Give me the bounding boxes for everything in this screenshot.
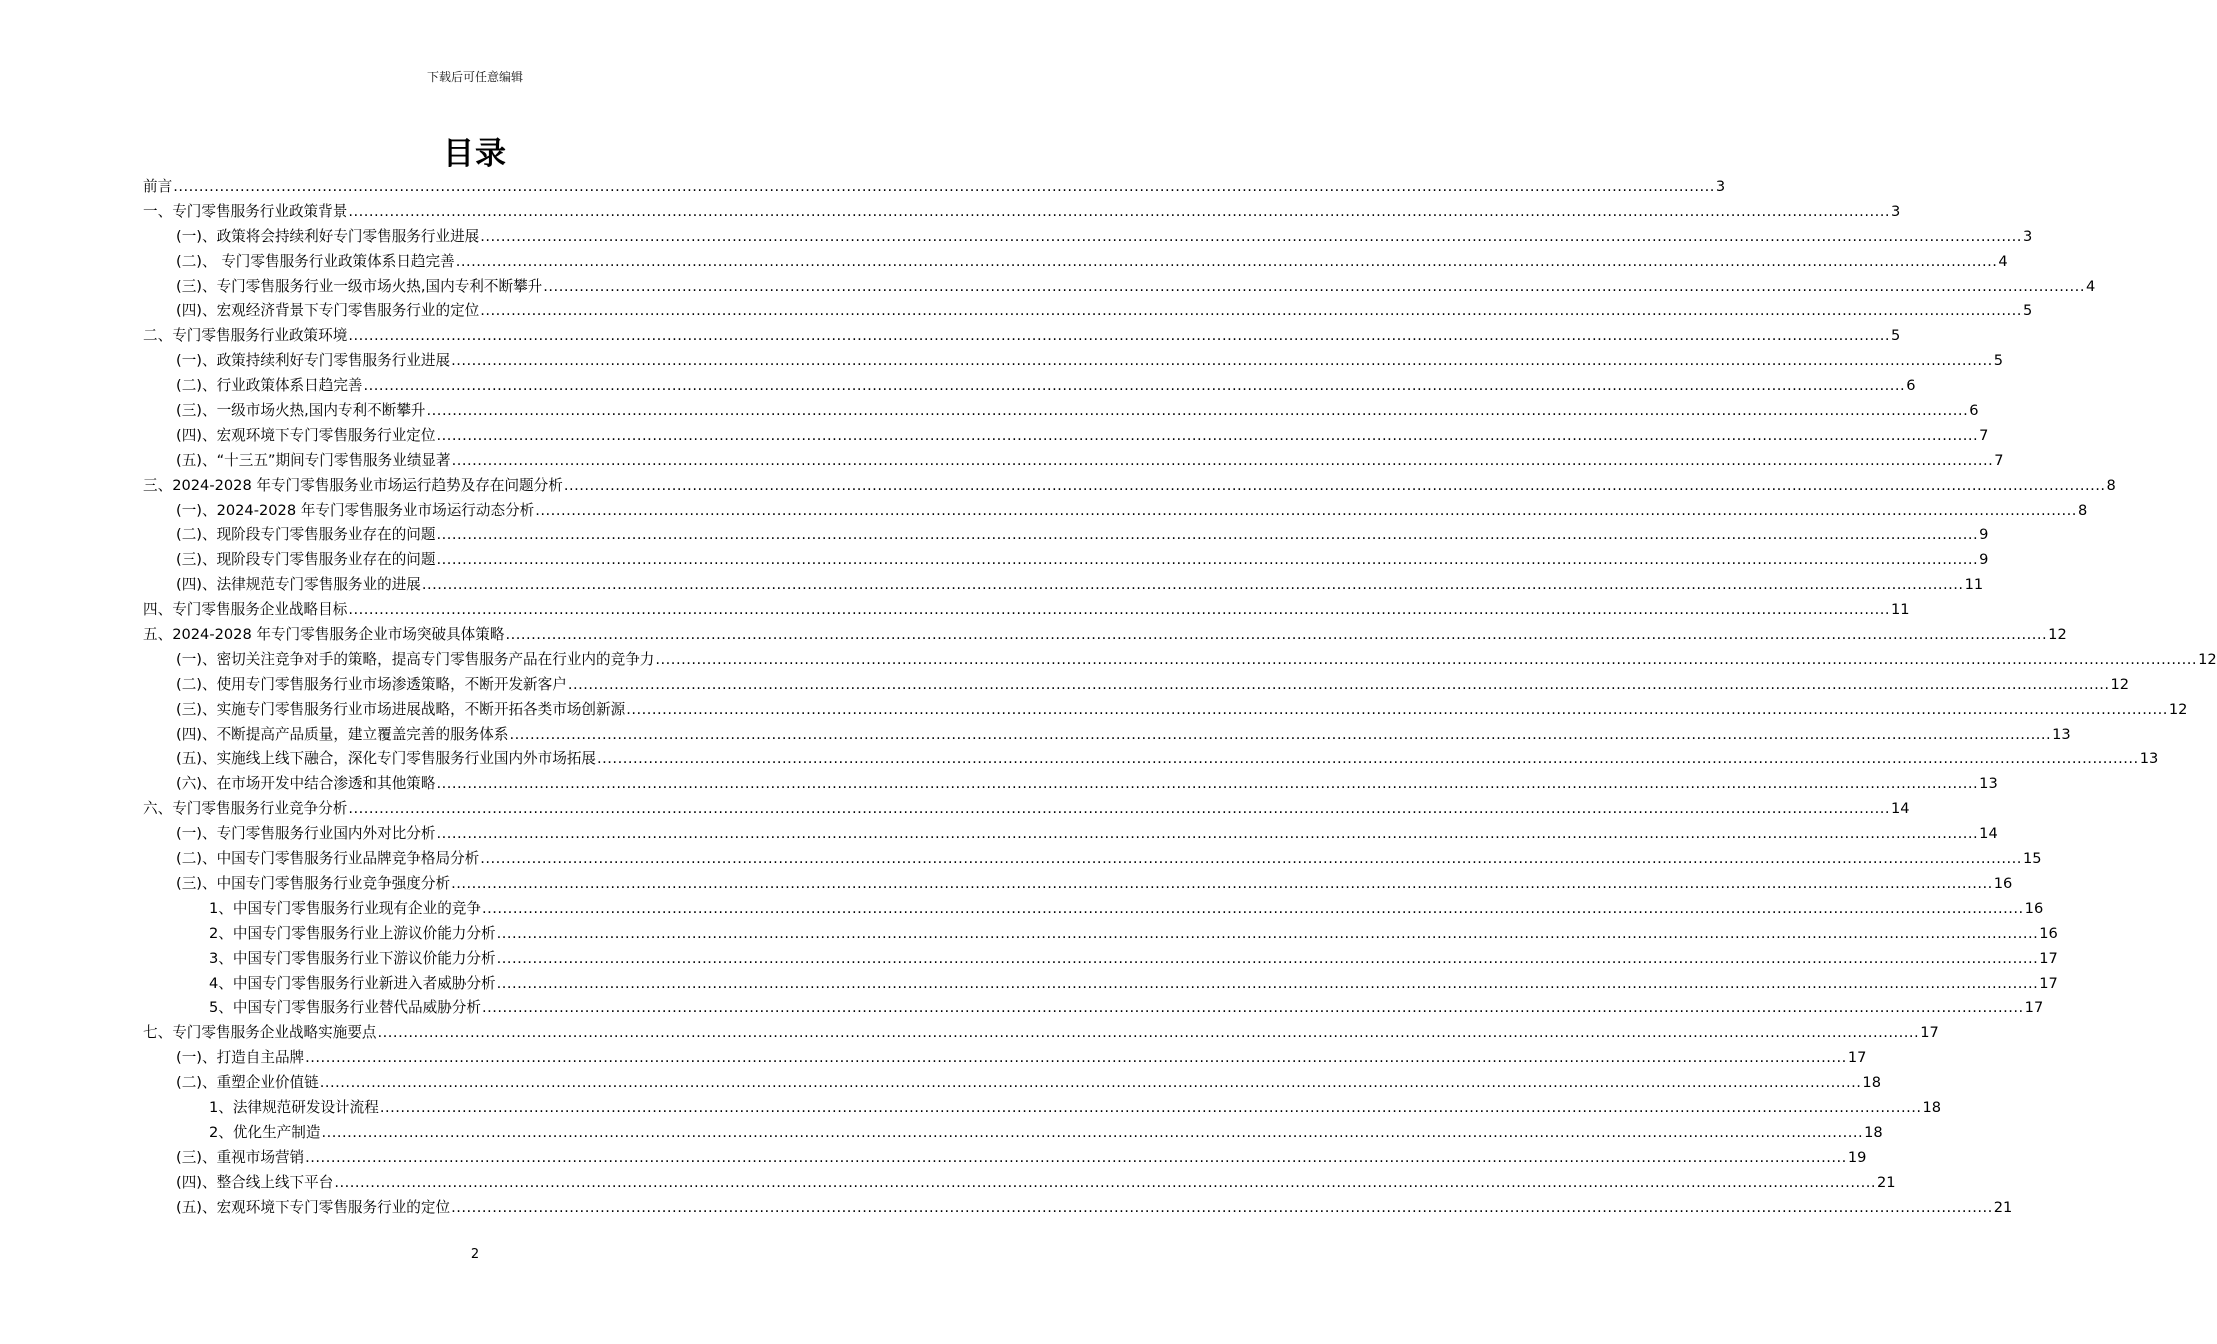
toc-entry-text: 5、中国专门零售服务行业替代品威胁分析 <box>209 999 481 1017</box>
toc-entry-text: (一)、政策将会持续利好专门零售服务行业进展 <box>176 227 480 245</box>
toc-entry[interactable] <box>143 922 2058 947</box>
toc-entry-text: 1、中国专门零售服务行业现有企业的竞争 <box>209 899 481 917</box>
toc-entry[interactable] <box>143 797 1910 822</box>
toc-entry-text: 四、专门零售服务企业战略目标 <box>143 601 348 619</box>
toc-entry-page: 14 <box>1979 825 1998 843</box>
toc-entry-page: 3 <box>2022 227 2033 245</box>
toc-entry-text: (四)、整合线上线下平台 <box>176 1173 334 1191</box>
toc-dot-leader: ............................................................................................................................................................................................................................................................................................................ <box>496 949 2039 967</box>
toc-entry-text: 前言 <box>143 178 173 195</box>
toc-entry-page: 21 <box>1877 1173 1896 1191</box>
toc-entry-page: 16 <box>2039 924 2058 942</box>
toc-dot-leader: ............................................................................................................................................................................................................................................................................................................ <box>334 1173 1877 1191</box>
toc-dot-leader: ............................................................................................................................................................................................................................................................................................................ <box>597 750 2139 768</box>
toc-entry-page: 5 <box>1993 352 2004 370</box>
toc-entry-page: 17 <box>2024 999 2044 1017</box>
toc-entry-text: (二)、使用专门零售服务行业市场渗透策略，不断开发新客户 <box>176 675 567 693</box>
toc-entry-text: (二)、现阶段专门零售服务业存在的问题 <box>176 526 436 544</box>
toc-entry-text: (二)、 专门零售服务行业政策体系日趋完善 <box>176 252 455 270</box>
toc-entry-page: 6 <box>1906 377 1916 395</box>
toc-entry-page: 3 <box>1715 178 1726 195</box>
toc-entry[interactable] <box>143 474 2116 499</box>
toc-entry-page: 17 <box>2039 974 2058 992</box>
toc-entry-page: 14 <box>1891 800 1910 818</box>
toc-entry-page: 9 <box>1979 526 1989 544</box>
toc-entry-text: (一)、打造自主品牌 <box>176 1049 305 1067</box>
toc-dot-leader: ............................................................................................................................................................................................................................................................................................................ <box>363 377 1906 395</box>
toc-dot-leader: ............................................................................................................................................................................................................................................................................................................ <box>455 252 1998 270</box>
toc-entry[interactable] <box>143 523 1989 548</box>
toc-dot-leader: ............................................................................................................................................................................................................................................................................................................ <box>348 601 1891 619</box>
toc-entry-text: (二)、重塑企业价值链 <box>176 1074 319 1092</box>
toc-dot-leader: ............................................................................................................................................................................................................................................................................................................ <box>496 974 2039 992</box>
toc-entry-page: 18 <box>1862 1074 1881 1092</box>
toc-entry[interactable] <box>143 1121 1883 1146</box>
toc-dot-leader: ............................................................................................................................................................................................................................................................................................................ <box>509 725 2052 743</box>
toc-entry-text: (二)、中国专门零售服务行业品牌竞争格局分析 <box>176 850 480 868</box>
toc-entry-page: 6 <box>1969 402 1979 420</box>
toc-dot-leader: ............................................................................................................................................................................................................................................................................................................ <box>626 700 2168 718</box>
toc-entry-page: 7 <box>1994 451 2004 469</box>
toc-entry-page: 18 <box>1922 1098 1942 1116</box>
toc-dot-leader: ............................................................................................................................................................................................................................................................................................................ <box>348 327 1891 345</box>
toc-entry[interactable] <box>143 947 2058 972</box>
toc-entry-text: (五)、“十三五”期间专门零售服务业绩显著 <box>176 451 451 469</box>
toc-dot-leader: ............................................................................................................................................................................................................................................................................................................ <box>451 1198 1993 1216</box>
toc-entry-text: (四)、宏观环境下专门零售服务行业定位 <box>176 426 436 444</box>
toc-entry[interactable] <box>143 1021 1939 1046</box>
toc-entry-page: 15 <box>2022 850 2042 868</box>
toc-dot-leader: ............................................................................................................................................................................................................................................................................................................ <box>480 302 2022 320</box>
toc-entry-text: 4、中国专门零售服务行业新进入者威胁分析 <box>209 974 496 992</box>
toc-entry[interactable] <box>143 698 2188 723</box>
toc-entry-text: (三)、实施专门零售服务行业市场进展战略，不断开拓各类市场创新源 <box>176 700 626 718</box>
toc-entry[interactable] <box>143 1071 1881 1096</box>
toc-entry-page: 16 <box>1993 874 2013 892</box>
toc-entry[interactable] <box>143 723 2071 748</box>
toc-entry-page: 18 <box>1864 1123 1883 1141</box>
toc-title: 目录 <box>443 136 507 172</box>
toc-entry-text: (三)、中国专门零售服务行业竞争强度分析 <box>176 874 451 892</box>
toc-entry[interactable] <box>143 673 2130 698</box>
toc-dot-leader: ............................................................................................................................................................................................................................................................................................................ <box>567 675 2110 693</box>
toc-entry[interactable] <box>143 374 1916 399</box>
toc-entry[interactable] <box>143 847 2042 872</box>
toc-entry-page: 11 <box>1964 576 1984 594</box>
toc-entry-page: 17 <box>1920 1024 1939 1042</box>
toc-entry-page: 21 <box>1993 1198 2013 1216</box>
toc-entry-page: 13 <box>1979 775 1998 793</box>
toc-dot-leader: ............................................................................................................................................................................................................................................................................................................ <box>426 402 1969 420</box>
toc-entry[interactable] <box>143 349 2004 374</box>
page-number: 2 <box>470 1247 480 1262</box>
toc-dot-leader: ............................................................................................................................................................................................................................................................................................................ <box>451 451 1994 469</box>
toc-dot-leader: ............................................................................................................................................................................................................................................................................................................ <box>305 1148 1847 1166</box>
toc-dot-leader: ............................................................................................................................................................................................................................................................................................................ <box>543 277 2085 295</box>
toc-entry[interactable] <box>143 872 2013 897</box>
toc-entry[interactable] <box>143 275 2096 300</box>
toc-entry-text: (四)、法律规范专门零售服务业的进展 <box>176 576 421 594</box>
toc-dot-leader: ............................................................................................................................................................................................................................................................................................................ <box>379 1098 1922 1116</box>
toc-entry[interactable] <box>143 324 1901 349</box>
toc-entry[interactable] <box>143 1171 1896 1196</box>
toc-entry-text: (五)、实施线上线下融合，深化专门零售服务行业国内外市场拓展 <box>176 750 597 768</box>
toc-entry-page: 8 <box>2077 501 2088 519</box>
toc-entry-text: (一)、2024-2028 年专门零售服务业市场运行动态分析 <box>176 501 535 519</box>
toc-entry-text: 2、优化生产制造 <box>209 1123 321 1141</box>
toc-dot-leader: ............................................................................................................................................................................................................................................................................................................ <box>563 476 2106 494</box>
toc-entry[interactable] <box>143 648 2217 673</box>
toc-entry-page: 8 <box>2106 476 2116 494</box>
toc-entry-text: 七、专门零售服务企业战略实施要点 <box>143 1024 377 1042</box>
toc-dot-leader: ............................................................................................................................................................................................................................................................................................................ <box>421 576 1964 594</box>
toc-entry-page: 16 <box>2024 899 2044 917</box>
toc-dot-leader: ............................................................................................................................................................................................................................................................................................................ <box>481 999 2024 1017</box>
toc-entry-page: 13 <box>2139 750 2159 768</box>
toc-dot-leader: ............................................................................................................................................................................................................................................................................................................ <box>436 426 1979 444</box>
toc-entry[interactable] <box>143 747 2159 772</box>
toc-entry-text: (三)、重视市场营销 <box>176 1148 305 1166</box>
toc-dot-leader: ............................................................................................................................................................................................................................................................................................................ <box>505 626 2048 644</box>
toc-entry-page: 12 <box>2198 650 2217 668</box>
toc-dot-leader: ............................................................................................................................................................................................................................................................................................................ <box>480 850 2022 868</box>
toc-entry-text: (一)、政策持续利好专门零售服务行业进展 <box>176 352 451 370</box>
toc-entry-page: 11 <box>1891 601 1910 619</box>
toc-entry[interactable] <box>143 1146 1867 1171</box>
toc-entry[interactable] <box>143 250 2008 275</box>
toc-dot-leader: ............................................................................................................................................................................................................................................................................................................ <box>451 352 1993 370</box>
toc-entry-page: 13 <box>2052 725 2071 743</box>
toc-entry[interactable] <box>143 1096 1942 1121</box>
toc-entry[interactable] <box>143 499 2088 524</box>
toc-dot-leader: ............................................................................................................................................................................................................................................................................................................ <box>535 501 2077 519</box>
toc-entry-text: (三)、专门零售服务行业一级市场火热,国内专利不断攀升 <box>176 277 543 295</box>
toc-entry-page: 4 <box>2085 277 2096 295</box>
toc-entry[interactable] <box>143 1196 2013 1221</box>
toc-dot-leader: ............................................................................................................................................................................................................................................................................................................ <box>436 825 1979 843</box>
toc-dot-leader: ............................................................................................................................................................................................................................................................................................................ <box>321 1123 1864 1141</box>
toc-entry-text: (五)、宏观环境下专门零售服务行业的定位 <box>176 1198 451 1216</box>
toc-entry[interactable] <box>143 200 1901 225</box>
toc-entry-page: 19 <box>1847 1148 1867 1166</box>
toc-entry-text: 三、2024-2028 年专门零售服务业市场运行趋势及存在问题分析 <box>143 476 563 494</box>
toc-entry[interactable] <box>143 225 2033 250</box>
toc-dot-leader: ............................................................................................................................................................................................................................................................................................................ <box>348 202 1891 220</box>
toc-entry[interactable] <box>143 972 2058 997</box>
toc-dot-leader: ............................................................................................................................................................................................................................................................................................................ <box>436 775 1979 793</box>
toc-entry-text: 六、专门零售服务行业竞争分析 <box>143 800 348 818</box>
table-of-contents <box>143 175 2217 1220</box>
toc-entry-text: 3、中国专门零售服务行业下游议价能力分析 <box>209 949 496 967</box>
toc-dot-leader: ............................................................................................................................................................................................................................................................................................................ <box>480 227 2022 245</box>
toc-entry-text: (六)、在市场开发中结合渗透和其他策略 <box>176 775 436 793</box>
toc-entry[interactable] <box>143 424 1989 449</box>
toc-dot-leader: ............................................................................................................................................................................................................................................................................................................ <box>496 924 2039 942</box>
toc-entry-page: 3 <box>1891 202 1901 220</box>
toc-dot-leader: ............................................................................................................................................................................................................................................................................................................ <box>451 874 1993 892</box>
toc-entry[interactable] <box>143 299 2033 324</box>
toc-entry-page: 12 <box>2110 675 2130 693</box>
toc-entry-page: 12 <box>2048 626 2067 644</box>
page-header: 下载后可任意编辑 <box>426 70 523 84</box>
toc-entry-text: (四)、宏观经济背景下专门零售服务行业的定位 <box>176 302 480 320</box>
toc-entry-text: (三)、一级市场火热,国内专利不断攀升 <box>176 402 426 420</box>
toc-entry-text: (二)、行业政策体系日趋完善 <box>176 377 363 395</box>
toc-dot-leader: ............................................................................................................................................................................................................................................................................................................ <box>348 800 1891 818</box>
toc-entry-page: 17 <box>2039 949 2058 967</box>
toc-entry[interactable] <box>143 623 2067 648</box>
toc-entry-text: (一)、专门零售服务行业国内外对比分析 <box>176 825 436 843</box>
toc-dot-leader: ............................................................................................................................................................................................................................................................................................................ <box>655 650 2198 668</box>
toc-entry-text: 一、专门零售服务行业政策背景 <box>143 202 348 220</box>
toc-entry-page: 7 <box>1979 426 1989 444</box>
toc-entry-page: 17 <box>1847 1049 1867 1067</box>
toc-dot-leader: ............................................................................................................................................................................................................................................................................................................ <box>173 178 1715 195</box>
toc-dot-leader: ............................................................................................................................................................................................................................................................................................................ <box>377 1024 1920 1042</box>
toc-entry[interactable] <box>143 175 1726 200</box>
toc-entry-text: 1、法律规范研发设计流程 <box>209 1098 379 1116</box>
toc-entry[interactable] <box>143 598 1910 623</box>
toc-entry[interactable] <box>143 548 1989 573</box>
toc-entry[interactable] <box>143 897 2044 922</box>
toc-dot-leader: ............................................................................................................................................................................................................................................................................................................ <box>319 1074 1862 1092</box>
toc-entry[interactable] <box>143 449 2004 474</box>
toc-entry-page: 5 <box>2022 302 2033 320</box>
toc-entry[interactable] <box>143 573 1984 598</box>
toc-entry-text: (四)、不断提高产品质量，建立覆盖完善的服务体系 <box>176 725 509 743</box>
toc-entry[interactable] <box>143 399 1979 424</box>
toc-dot-leader: ............................................................................................................................................................................................................................................................................................................ <box>305 1049 1847 1067</box>
toc-entry[interactable] <box>143 1046 1867 1071</box>
toc-entry[interactable] <box>143 822 1998 847</box>
toc-dot-leader: ............................................................................................................................................................................................................................................................................................................ <box>436 551 1979 569</box>
toc-entry-text: 2、中国专门零售服务行业上游议价能力分析 <box>209 924 496 942</box>
toc-entry-text: (一)、密切关注竞争对手的策略，提高专门零售服务产品在行业内的竞争力 <box>176 650 655 668</box>
toc-dot-leader: ............................................................................................................................................................................................................................................................................................................ <box>436 526 1979 544</box>
toc-entry-page: 5 <box>1891 327 1901 345</box>
toc-entry-text: (三)、现阶段专门零售服务业存在的问题 <box>176 551 436 569</box>
toc-entry-text: 五、2024-2028 年专门零售服务企业市场突破具体策略 <box>143 626 505 644</box>
toc-entry[interactable] <box>143 772 1998 797</box>
toc-dot-leader: ............................................................................................................................................................................................................................................................................................................ <box>481 899 2024 917</box>
toc-entry-page: 9 <box>1979 551 1989 569</box>
toc-entry-text: 二、专门零售服务行业政策环境 <box>143 327 348 345</box>
toc-entry[interactable] <box>143 996 2044 1021</box>
toc-entry-page: 12 <box>2168 700 2188 718</box>
toc-entry-page: 4 <box>1998 252 2008 270</box>
